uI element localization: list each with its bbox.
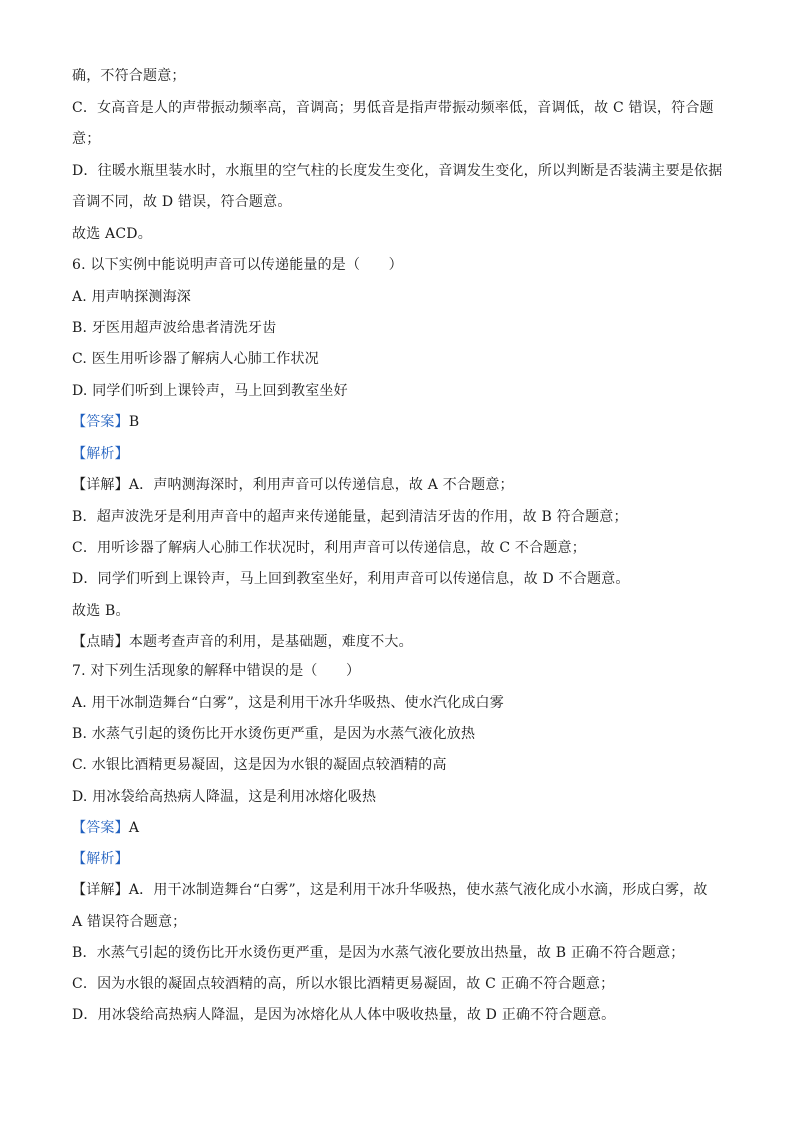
text-line: B．超声波洗牙是利用声音中的超声来传递能量，起到清洁牙齿的作用，故 B 符合题意； [72, 509, 628, 525]
question-7-option-d: D. 用冰袋给高热病人降温，这是利用冰熔化吸热 [72, 789, 377, 805]
text-line: 音调不同，故 D 错误，符合题意。 [72, 194, 292, 210]
text-line: B．水蒸气引起的烫伤比开水烫伤更严重，是因为水蒸气液化要放出热量，故 B 正确不符合题意； [72, 945, 685, 961]
analysis-line [72, 849, 722, 869]
detail-tag: 【详解】 [72, 882, 129, 898]
analysis-tag: 【解析】 [72, 446, 129, 462]
text-line: 故选 B。 [72, 603, 130, 619]
text-line: C．女高音是人的声带振动频率高，音调高；男低音是指声带振动频率低，音调低，故 C 错误，符合题 [72, 100, 714, 116]
question-6-option-b: B. 牙医用超声波给患者清洗牙齿 [72, 320, 277, 336]
text-line: C．用听诊器了解病人心肺工作状况时，利用声音可以传递信息，故 C 不合题意； [72, 540, 586, 556]
question-7-option-c: C. 水银比酒精更易凝固，这是因为水银的凝固点较酒精的高 [72, 757, 447, 773]
answer-value: A [128, 820, 140, 836]
question-6-option-d: D. 同学们听到上课铃声，马上回到教室坐好 [72, 383, 348, 399]
question-6-stem: 6. 以下实例中能说明声音可以传递能量的是（ ） [72, 257, 403, 273]
question-6-option-c: C. 医生用听诊器了解病人心肺工作状况 [72, 351, 319, 367]
question-7-option-b: B. 水蒸气引起的烫伤比开水烫伤更严重，是因为水蒸气液化放热 [72, 726, 476, 742]
detail-text: A．用干冰制造舞台“白雾”，这是利用干冰升华吸热，使水蒸气液化成小水滴，形成白雾，故 [128, 882, 708, 898]
text-line: D．往暖水瓶里装水时，水瓶里的空气柱的长度发生变化，音调发生变化，所以判断是否装满主要是依据 [72, 163, 723, 179]
answer-tag: 【答案】 [72, 820, 129, 836]
text-line: D．用冰袋给高热病人降温，是因为冰熔化从人体中吸收热量，故 D 正确不符合题意。 [72, 1007, 616, 1023]
comment-text: 本题考查声音的利用，是基础题，难度不大。 [128, 634, 413, 650]
detail-line [72, 475, 722, 495]
question-7-stem: 7. 对下列生活现象的解释中错误的是（ ） [72, 663, 361, 679]
comment-tag: 【点睛】 [72, 634, 129, 650]
text-line: 故选 ACD。 [72, 226, 152, 242]
analysis-line [72, 444, 722, 464]
question-6-option-a: A. 用声呐探测海深 [72, 289, 192, 305]
detail-text: A．声呐测海深时，利用声音可以传递信息，故 A 不合题意； [128, 477, 514, 493]
answer-line [72, 412, 722, 432]
text-line: D．同学们听到上课铃声，马上回到教室坐好，利用声音可以传递信息，故 D 不合题意。 [72, 571, 630, 587]
comment-line [72, 632, 722, 652]
answer-line [72, 818, 722, 838]
text-line: A 错误符合题意； [72, 914, 187, 930]
analysis-tag: 【解析】 [72, 851, 129, 867]
text-line: 确，不符合题意； [72, 68, 186, 84]
question-7-option-a: A. 用干冰制造舞台“白雾”，这是利用干冰升华吸热、使水汽化成白雾 [72, 695, 504, 711]
detail-tag: 【详解】 [72, 477, 129, 493]
detail-line [72, 880, 722, 900]
text-line: 意； [72, 131, 101, 147]
answer-tag: 【答案】 [72, 414, 129, 430]
text-line: C．因为水银的凝固点较酒精的高，所以水银比酒精更易凝固，故 C 正确不符合题意； [72, 976, 615, 992]
answer-value: B [128, 414, 140, 430]
